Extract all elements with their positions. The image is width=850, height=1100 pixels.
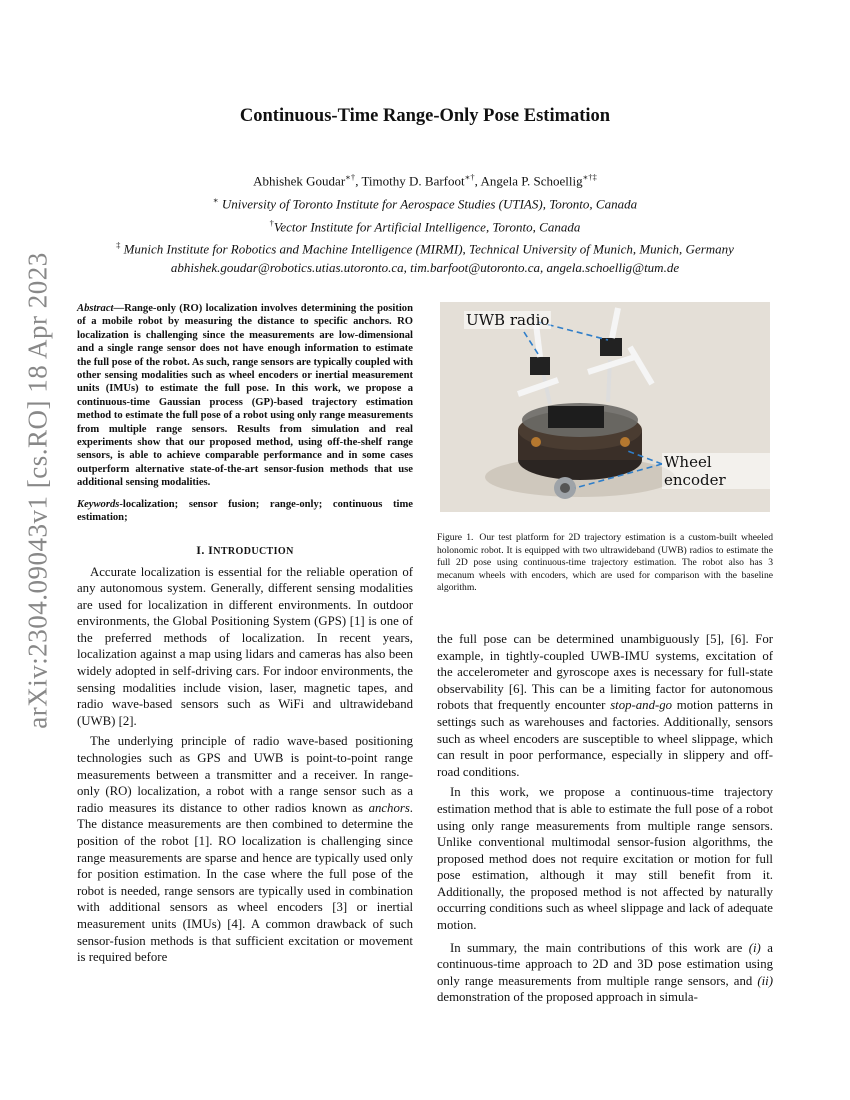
author-emails: abhishek.goudar@robotics.utias.utoronto.ca, tim.barfoot@utoronto.ca, angela.schoellig@tum.de <box>170 260 680 276</box>
intro-paragraph-5: In summary, the main contributions of this work are (i) a continuous-time approach to 2D and 3D pose estimation using only range measurements from multiple range sensors, and (ii) demonstration of the proposed approach in simula- <box>437 940 773 1005</box>
author-3: Angela P. Schoellig <box>480 173 583 189</box>
author-block <box>60 168 790 278</box>
figure-number: Figure 1. <box>437 532 474 543</box>
arxiv-identifier-text: arXiv:2304.09043v1 [cs.RO] 18 Apr 2023 <box>22 251 53 729</box>
figure-robot-photo <box>440 302 770 512</box>
section-heading-introduction: I. INTRODUCTION <box>196 542 294 557</box>
intro-paragraph-4: In this work, we propose a continuous-time trajectory estimation method that is able to estimate the full pose of a robot using only range measurements from multiple range sensors. Unlike conventional multimodal sensor-fusion algorithms, the proposed method does not require excitation or motion for full pose estimation, although it may still benefit from it. Additionally, the proposed method is not affected by naturally occurring conditions such as wheel slippage and lack of adequate motion. <box>437 785 773 933</box>
arxiv-identifier-stamp <box>12 251 64 729</box>
abstract-lead: Abstract <box>77 303 114 314</box>
affiliation-3: ‡ Munich Institute for Robotics and Machine Intelligence (MIRMI), Technical University of Munich, Munich, Germany <box>116 240 734 257</box>
abstract-text: —Range-only (RO) localization involves determining the position of a mobile robot by measuring the distance to specific anchors. RO localization is challenging since the measurements are low-dimensional and a single range sensor does not have enough information to estimate the full pose of the robot. As such, range sensors are typically coupled with other sensing modalities such as wheel encoders or inertial measurement units (IMUs) to estimate the full pose. In this work, we propose a continuous-time Gaussian process (GP)-based trajectory estimation method to estimate the full pose of a robot using only range measurements from multiple range sensors. Results from simulation and real experiments show that our proposed method, using off-the-shelf range sensors, is able to achieve comparable performance and in some cases outperform alternative state-of-the-art sensor-fusion methods that use additional sensing modalities. <box>77 303 413 489</box>
uwb-radio-right-shape <box>600 338 622 356</box>
keywords <box>77 498 413 525</box>
abstract <box>77 302 413 490</box>
figure-label-uwb-radio: UWB radio <box>466 311 550 329</box>
author-2: Timothy D. Barfoot <box>361 173 465 189</box>
intro-paragraph-2: The underlying principle of radio wave-based positioning technologies such as GPS and UWB is point-to-point range measurements between a transmitter and a receiver. In range-only (RO) localization, a robot with a range sensor such as a radio measures its distance to other radios known as anchors. The distance measurements are then combined to determine the position of the robot [1]. RO localization is challenging since range measurements are sparse and hence are typically used only for position estimation. In the case where the full pose of the robot is needed, range sensors are typically used in combination with additional sensors as wheel encoders [3] or inertial measurement units (IMUs) [4]. A common drawback of such sensor-fusion methods is that sufficient excitation or movement is required before <box>77 734 413 965</box>
figure-label-wheel-encoder: Wheel encoder <box>662 453 770 489</box>
intro-paragraph-1: Accurate localization is essential for the reliable operation of any autonomous system. Generally, different sensing modalities are used for localization in different environments. In outdoor environments, the Global Positioning System (GPS) [1] is one of the preferred methods of localization. In recent years, localization against a map using lidars and cameras has also been widely adopted in self-driving cars. For indoor environments, the sensing modalities include vision, laser, magnetic tapes, and radio wave-based sensors such as WiFi and ultrawideband (UWB) [2]. <box>77 564 413 728</box>
left-column <box>77 302 413 970</box>
keywords-text: -localization; sensor fusion; range-only; continuous time estimation; <box>77 498 413 524</box>
paper-title: Continuous-Time Range-Only Pose Estimation <box>239 106 611 126</box>
affiliation-1: ∗ University of Toronto Institute for Aerospace Studies (UTIAS), Toronto, Canada <box>212 194 638 212</box>
figure-caption <box>437 532 773 595</box>
intro-paragraph-3: the full pose can be determined unambiguously [5], [6]. For example, in tightly-coupled UWB-IMU systems, excitation of the accelerometer and gyroscope axes is necessary for full-state observability [6]. This can be a limiting factor for autonomous robots that frequently encounter stop-and-go motion patterns in settings such as warehouses and factories. Additionally, sensors such as wheel encoders are susceptible to wheel slippage, which can result in poor performance, especially in slippery and off-road conditions. <box>437 631 773 779</box>
introduction-body-left <box>77 564 413 966</box>
right-column <box>437 302 773 1010</box>
keywords-lead: Keywords <box>77 498 120 510</box>
figure-caption-text: Our test platform for 2D trajectory estimation is a custom-built wheeled holonomic robot. It is equipped with two ultrawideband (UWB) radios to estimate the full 2D pose using continuous-time trajectory estimation. The robot also has 3 mecanum wheels with encoders, which are used for comparison with the baseline algorithm. <box>437 532 773 594</box>
uwb-radio-left-shape <box>530 357 550 375</box>
introduction-body-right <box>437 631 773 1006</box>
affiliation-2: †Vector Institute for Artificial Intelligence, Toronto, Canada <box>269 217 581 234</box>
author-names: Abhishek Goudar∗†, Timothy D. Barfoot∗†, Angela P. Schoellig∗†‡ <box>253 172 597 189</box>
author-1: Abhishek Goudar <box>253 173 346 189</box>
